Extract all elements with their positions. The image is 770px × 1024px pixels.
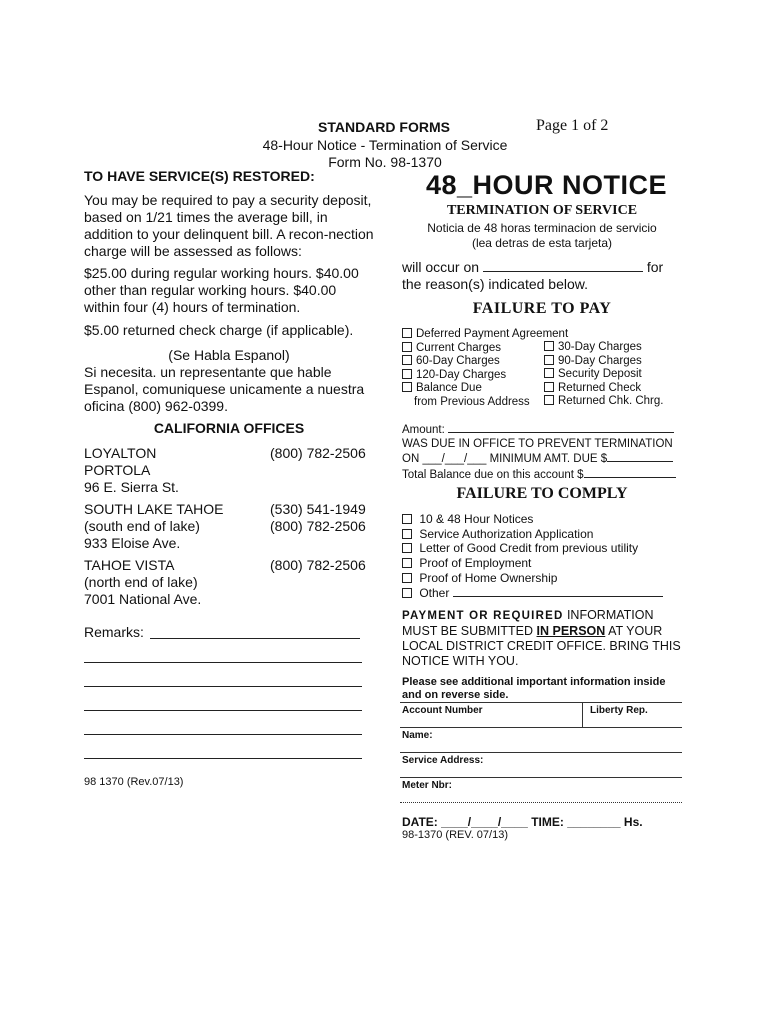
remarks-line[interactable] [84, 686, 362, 687]
pay-option[interactable]: 90-Day Charges [544, 355, 663, 369]
total-balance-label: Total Balance due on this account $ [402, 468, 584, 481]
office-loyalton [84, 445, 374, 496]
office-address: 7001 National Ave. [84, 591, 202, 607]
occur-prefix: will occur on [402, 259, 480, 275]
remarks-line[interactable] [84, 662, 362, 663]
in-person-text: IN PERSON [536, 624, 606, 638]
office-name: SOUTH LAKE TAHOE [84, 501, 224, 517]
checkbox-icon[interactable] [544, 395, 554, 405]
pay-option[interactable]: Current Charges [402, 342, 568, 356]
pay-option[interactable]: Balance Due [402, 382, 568, 396]
noticia-line2: (lea detras de esta tarjeta) [471, 236, 613, 250]
checkbox-icon[interactable] [544, 382, 554, 392]
pay-option[interactable]: 60-Day Charges [402, 355, 568, 369]
meter-row[interactable] [400, 778, 682, 803]
remarks-line[interactable] [84, 758, 362, 759]
charges-paragraph: $25.00 during regular working hours. $40.00 other than regular working hours. $40.00 within four (4) hours of termination. [84, 265, 359, 315]
amount-block [402, 422, 682, 482]
checkbox-icon[interactable] [402, 543, 412, 553]
revision-left: 98 1370 (Rev.07/13) [84, 776, 184, 788]
office-line2: PORTOLA [84, 462, 151, 478]
remarks-line[interactable] [84, 710, 362, 711]
checkbox-icon[interactable] [402, 514, 412, 524]
pay-option[interactable]: 120-Day Charges [402, 369, 568, 383]
pay-option-extra: from Previous Address [414, 395, 530, 408]
office-phone: (800) 782-2506 [270, 445, 366, 461]
comply-option[interactable]: Proof of Home Ownership [402, 571, 682, 586]
checkbox-icon[interactable] [402, 328, 412, 338]
form-header-title: STANDARD FORMS [318, 119, 450, 135]
account-table [400, 702, 682, 803]
office-line2: (north end of lake) [84, 574, 198, 590]
pay-option[interactable]: 30-Day Charges [544, 341, 663, 355]
termination-heading: TERMINATION OF SERVICE [446, 203, 638, 218]
remarks-label: Remarks: [84, 624, 144, 640]
date-time-line[interactable]: DATE: ____/____/____ TIME: ________ Hs. [402, 815, 643, 829]
occur-date-field[interactable] [483, 259, 643, 272]
spanish-heading: (Se Habla Espanol) [168, 347, 290, 363]
office-address: 933 Eloise Ave. [84, 535, 181, 551]
amount-label: Amount: [402, 424, 445, 436]
occur-suffix: for [646, 259, 664, 275]
comply-option[interactable]: Other [402, 586, 682, 601]
form-number: Form No. 98-1370 [328, 154, 442, 170]
comply-option[interactable]: 10 & 48 Hour Notices [402, 512, 682, 527]
checkbox-icon[interactable] [402, 382, 412, 392]
checkbox-icon[interactable] [402, 529, 412, 539]
remarks-field[interactable] [150, 638, 360, 639]
pay-options-col2 [544, 341, 663, 409]
meter-label: Meter Nbr: [402, 780, 453, 791]
name-label: Name: [402, 730, 433, 741]
checkbox-icon[interactable] [402, 355, 412, 365]
service-address-label: Service Address: [402, 755, 484, 766]
page-indicator: Page 1 of 2 [536, 117, 609, 134]
occur-statement [402, 259, 682, 293]
spanish-body: Si necesita. un representante que hable Espanol, comuniquese unicamente a nuestra oficina (800) 962-0399. [84, 364, 365, 414]
occur-line2: the reason(s) indicated below. [402, 276, 588, 292]
restore-heading: TO HAVE SERVICE(S) RESTORED: [84, 168, 315, 184]
name-row[interactable] [400, 728, 682, 753]
spanish-notice [402, 221, 682, 251]
please-see-note: Please see additional important information inside and on reverse side. [402, 676, 666, 701]
deposit-paragraph: You may be required to pay a security deposit, based on 1/21 times the average bill, in addition to your delinquent bill. A recon-nection charge will be assessed as follows: [84, 192, 374, 259]
form-subtitle: 48-Hour Notice - Termination of Service [262, 137, 508, 153]
notice-title: 48_HOUR NOTICE [426, 170, 668, 200]
was-due-text: WAS DUE IN OFFICE TO PREVENT TERMINATION [402, 437, 673, 450]
payment-bold: PAYMENT OR REQUIRED [402, 610, 564, 622]
checkbox-icon[interactable] [544, 341, 554, 351]
remarks-line[interactable] [84, 734, 362, 735]
noticia-line1: Noticia de 48 horas terminacion de servicio [427, 221, 657, 235]
office-name: TAHOE VISTA [84, 557, 175, 573]
pay-option[interactable]: Deferred Payment Agreement [402, 328, 568, 342]
account-number-label: Account Number [402, 705, 483, 716]
pay-option[interactable]: Returned Check [544, 382, 663, 396]
total-balance-field[interactable] [584, 467, 676, 478]
pay-option[interactable]: Returned Chk. Chrg. [544, 395, 663, 409]
checkbox-icon[interactable] [402, 342, 412, 352]
payment-end: AT YOUR LOCAL DISTRICT CREDIT OFFICE. BRING THIS NOTICE WITH YOU. [402, 624, 681, 668]
account-row[interactable] [400, 702, 682, 728]
office-line2: (south end of lake) [84, 518, 200, 534]
office-address: 96 E. Sierra St. [84, 479, 179, 495]
comply-option[interactable]: Letter of Good Credit from previous utility [402, 541, 682, 556]
comply-options [402, 512, 682, 600]
amount-field[interactable] [448, 422, 674, 433]
other-field[interactable] [453, 586, 663, 597]
payment-text: INFORMATION MUST BE SUBMITTED [402, 608, 654, 638]
min-due-label: ON ___/___/___ MINIMUM AMT. DUE $ [402, 453, 608, 465]
offices-heading: CALIFORNIA OFFICES [153, 420, 305, 436]
failure-to-pay-heading: FAILURE TO PAY [472, 300, 612, 317]
office-tahoe-vista [84, 557, 374, 608]
checkbox-icon[interactable] [544, 355, 554, 365]
checkbox-icon[interactable] [402, 369, 412, 379]
liberty-rep-label: Liberty Rep. [590, 705, 648, 716]
payment-instructions [402, 608, 682, 669]
comply-option[interactable]: Service Authorization Application [402, 527, 682, 542]
office-phone: (800) 782-2506 [270, 518, 366, 534]
checkbox-icon[interactable] [544, 368, 554, 378]
comply-option[interactable]: Proof of Employment [402, 556, 682, 571]
service-address-row[interactable] [400, 753, 682, 778]
returned-check-paragraph: $5.00 returned check charge (if applicable). [84, 322, 354, 338]
revision-right: 98-1370 (REV. 07/13) [402, 829, 508, 841]
office-phone: (530) 541-1949 [270, 501, 366, 517]
office-phone: (800) 782-2506 [270, 557, 366, 573]
office-name: LOYALTON [84, 445, 157, 461]
failure-to-comply-heading: FAILURE TO COMPLY [456, 485, 628, 502]
pay-option[interactable]: Security Deposit [544, 368, 663, 382]
checkbox-icon[interactable] [402, 558, 412, 568]
spanish-section [84, 347, 374, 415]
min-due-field[interactable] [607, 451, 673, 462]
office-south-lake-tahoe [84, 501, 374, 552]
checkbox-icon[interactable] [402, 573, 412, 583]
checkbox-icon[interactable] [402, 588, 412, 598]
